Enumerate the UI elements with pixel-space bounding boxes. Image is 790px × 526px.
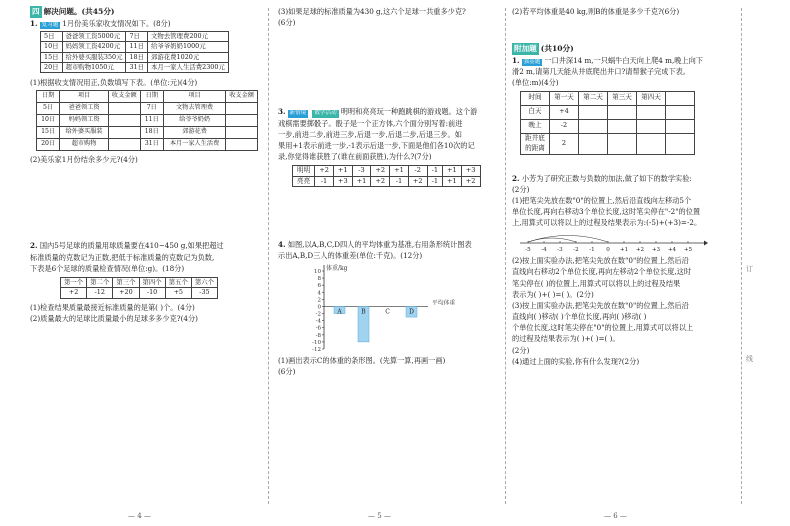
snail-row — [521, 133, 695, 154]
bonus-question-2-number: 2. — [512, 173, 520, 183]
bonus-question-2 — [512, 173, 734, 184]
y-tick-label: 0 — [317, 304, 321, 311]
game-row — [293, 176, 481, 187]
y-tick-label: -8 — [315, 332, 321, 339]
question-3-line-3: 一步,前进二步,前进三步,后退一步,后退二步,后退三步。如 — [278, 129, 462, 139]
question-2-part-2: (2)质量最大的足球比质量最小的足球多多少克?(4分) — [30, 313, 198, 323]
table-cell: 郊游花费 — [163, 127, 225, 139]
table-cell — [108, 127, 140, 139]
table-cell: 妈妈领工资 — [60, 115, 109, 127]
bonus-question-2-text: 小芳为了研究正数与负数的加法,做了如下的数学实验: — [521, 173, 692, 183]
column-divider-2 — [505, 8, 506, 504]
table-header: 收支金额 — [226, 91, 258, 103]
ledger-cell: 15日 — [41, 52, 63, 62]
table-header: 收支金额 — [108, 91, 140, 103]
ledger-cell: 5日 — [41, 32, 63, 42]
question-3-number: 3. — [278, 107, 286, 117]
mass-value: +20 — [113, 288, 139, 298]
p3-line-1: (3)按上面实验办法,把笔尖先放在数"0"的位置上,然后沿 — [512, 300, 689, 310]
snail-cell — [579, 133, 608, 154]
move-right-arc — [528, 238, 576, 242]
question-1 — [30, 18, 262, 29]
column-1 — [30, 6, 262, 324]
snail-cell — [666, 133, 695, 154]
question-2-line-1: 国内5号足球的质量用球质量要在410~450 g,如果把超过 — [39, 241, 224, 251]
ledger-table — [40, 31, 229, 73]
bonus-question-2-part-3 — [512, 300, 734, 345]
bonus-question-2-part-4: (4)通过上面的实验,你有什么发现?(2分) — [512, 356, 640, 366]
number-line-label: -5 — [525, 247, 531, 254]
mass-header: 第三个 — [113, 277, 139, 287]
number-line-label: +5 — [683, 247, 693, 254]
ledger-cell: 20日 — [41, 62, 63, 72]
table-cell: 7日 — [140, 103, 163, 115]
bonus-question-1-line-2: 滑2 m,请第几天能从井底爬出井口?请帮猴子完成下表。 — [512, 67, 690, 77]
y-tick-label: -2 — [315, 311, 321, 318]
p2-line-2: 直线向右移动2个单位长度,再向左移动2个单位长度,这时 — [512, 267, 692, 277]
step-value: +2 — [408, 176, 427, 187]
table-row — [37, 115, 258, 127]
table-cell: 31日 — [140, 139, 163, 151]
bonus-question-2-part-1 — [512, 195, 734, 228]
game-row — [293, 166, 481, 177]
binding-line — [741, 8, 742, 504]
ledger-cell: 11日 — [126, 42, 148, 52]
ledger-cell: 郊游花费1020元 — [148, 52, 229, 62]
snail-cell — [579, 105, 608, 119]
mass-value: -12 — [87, 288, 113, 298]
ledger-cell: 给爷爷奶奶1000元 — [148, 42, 229, 52]
number-line-label: -4 — [541, 247, 547, 254]
binding-mark-2: 线 — [746, 355, 753, 363]
ledger-cell: 文物去管理费200元 — [148, 32, 229, 42]
bonus-question-1 — [512, 55, 734, 89]
table-cell: 超市购物 — [60, 139, 109, 151]
table-cell — [226, 115, 258, 127]
section-header — [30, 6, 262, 18]
p1-line-1: (1)把笔尖先放在数"0"的位置上,然后沿直线向左移动5个 — [512, 195, 692, 205]
table-cell — [226, 139, 258, 151]
p2-line-1: (2)按上面实验办法,把笔尖先放在数"0"的位置上,然后沿 — [512, 256, 689, 266]
ledger-row — [41, 42, 229, 52]
snail-table — [520, 91, 695, 155]
step-value: +1 — [390, 166, 409, 177]
table-cell — [108, 139, 140, 151]
number-line-label: 0 — [606, 247, 610, 254]
table-header: 项目 — [60, 91, 109, 103]
mass-value: +2 — [61, 288, 87, 298]
page-number-6: — 6 — — [604, 512, 627, 521]
ledger-cell: 爸爸领工资5000元 — [62, 32, 126, 42]
mass-value: -10 — [139, 288, 165, 298]
question-3-line-1: 明明和亮亮玩一种跑跳棋的游戏题。这个游 — [340, 107, 478, 117]
bonus-section-label: 附加题 — [514, 44, 537, 54]
snail-cell — [637, 105, 666, 119]
y-tick-label: -4 — [315, 318, 321, 325]
snail-cell — [608, 119, 637, 133]
ledger-cell: 本月一家人生活费2300元 — [148, 62, 229, 72]
p3-line-4: 的过程及结果表示为( )+( )=( )。 — [512, 334, 620, 344]
question-2-part-1: (1)检查结果质量最接近标准质量的是第( )个。(4分) — [30, 302, 195, 312]
category-label-D: D — [409, 308, 414, 316]
step-value: +2 — [371, 176, 390, 187]
legend-label: 平均体重 — [432, 300, 456, 307]
question-2 — [30, 240, 262, 273]
section-title: 解决问题。(共45分) — [43, 7, 115, 16]
snail-cell — [608, 133, 637, 154]
number-line-label: -3 — [557, 247, 563, 254]
ledger-cell: 超市购物1050元 — [62, 62, 126, 72]
table-row — [37, 103, 258, 115]
weight-bar-chart — [284, 263, 474, 355]
table-cell — [226, 127, 258, 139]
question-1-text: 1月份美乐家收支情况如下。(8分) — [62, 18, 171, 28]
snail-row — [521, 119, 695, 133]
question-1-number: 1. — [30, 18, 38, 28]
y-tick-label: 2 — [317, 296, 321, 303]
snail-cell: 距井底 的距离 — [521, 133, 550, 154]
category-label-A: A — [337, 308, 342, 316]
table-row — [37, 139, 258, 151]
table-cell: 文物去管理费 — [163, 103, 225, 115]
y-tick-label: -12 — [312, 346, 321, 353]
snail-row — [521, 105, 695, 119]
snail-cell — [608, 105, 637, 119]
player-name: 亮亮 — [293, 176, 315, 187]
question-1-tag: 复习题 — [41, 21, 59, 28]
table-cell — [108, 115, 140, 127]
question-4-part-2: (2)若平均体重是40 kg,则B的体重是多少千克?(6分) — [512, 7, 680, 16]
snail-header: 第一天 — [550, 91, 579, 105]
category-label-B: B — [361, 308, 366, 316]
table-cell: 20日 — [37, 139, 60, 151]
mass-value: +5 — [165, 288, 191, 298]
ledger-row — [41, 32, 229, 42]
table-cell — [108, 103, 140, 115]
number-line — [518, 229, 708, 255]
question-4-part-1: (1)画出表示C的体重的条形图。(先算一算,再画一画) — [278, 355, 446, 365]
question-1-part-2: (2)美乐家1月份结余多少元?(4分) — [30, 155, 138, 165]
step-value: +1 — [443, 176, 462, 187]
y-tick-label: 8 — [317, 275, 321, 282]
table-cell: 给爷爷奶奶 — [163, 115, 225, 127]
number-line-label: +1 — [619, 247, 629, 254]
step-value: -1 — [427, 166, 442, 177]
p2-line-3: 笔尖停在( )的位置上,用算式可以将以上的过程及结果 — [512, 278, 681, 288]
snail-cell — [579, 119, 608, 133]
step-value: -1 — [390, 176, 409, 187]
question-2-line-2: 标准质量的克数记为正数,把低于标准质量的克数记为负数, — [30, 252, 215, 262]
bonus-question-2-part-3-score: (2分) — [512, 345, 530, 355]
table-header: 日期 — [140, 91, 163, 103]
mass-header: 第五个 — [165, 277, 191, 287]
snail-cell — [666, 119, 695, 133]
number-line-arrow — [704, 241, 708, 246]
p2-line-4: 表示为( )+( )=( )。(2分) — [512, 289, 594, 299]
ledger-cell: 妈妈领工资4200元 — [62, 42, 126, 52]
snail-header: 第三天 — [608, 91, 637, 105]
table-cell: 本月一家人生活费 — [163, 139, 225, 151]
table-cell: 爸爸领工资 — [60, 103, 109, 115]
ledger-cell: 18日 — [126, 52, 148, 62]
snail-cell: 白天 — [521, 105, 550, 119]
snail-header — [666, 91, 695, 105]
y-tick-label: 4 — [317, 289, 321, 296]
snail-cell: +4 — [550, 105, 579, 119]
bonus-section-title: (共10分) — [540, 44, 574, 54]
mass-value: -35 — [191, 288, 217, 298]
question-3-line-2: 戏棋需要掷骰子。骰子是一个正方体,六个面分别写着:前进 — [278, 118, 463, 128]
step-value: -1 — [315, 176, 334, 187]
ledger-row — [41, 52, 229, 62]
question-2-number: 2. — [30, 241, 38, 251]
y-axis-label: 体重/kg — [326, 264, 348, 272]
snail-header: 第二天 — [579, 91, 608, 105]
number-line-label: -1 — [589, 247, 595, 254]
step-value: +3 — [461, 166, 480, 177]
table-header: 日期 — [37, 91, 60, 103]
mass-header: 第四个 — [139, 277, 165, 287]
y-tick-label: -6 — [315, 325, 321, 332]
question-4 — [278, 239, 500, 261]
step-value: +2 — [461, 176, 480, 187]
table-cell: 18日 — [140, 127, 163, 139]
snail-cell — [637, 119, 666, 133]
step-value: +1 — [352, 176, 371, 187]
step-value: -1 — [427, 176, 442, 187]
question-1-part-1: (1)根据收支情况用正,负数填写下表。(单位:元)(4分) — [30, 78, 198, 88]
step-value: -3 — [352, 166, 371, 177]
step-value: +2 — [371, 166, 390, 177]
snail-cell: 晚上 — [521, 119, 550, 133]
table-cell: 11日 — [140, 115, 163, 127]
ledger-cell: 给外婆买服装350元 — [62, 52, 126, 62]
snail-cell: 2 — [550, 133, 579, 154]
step-value: +3 — [333, 176, 352, 187]
ledger-cell: 10日 — [41, 42, 63, 52]
question-2-part-3-score: (6分) — [278, 18, 296, 28]
player-name: 明明 — [293, 166, 315, 177]
mass-header: 第二个 — [87, 277, 113, 287]
snail-cell: -2 — [550, 119, 579, 133]
column-3 — [512, 6, 734, 367]
column-2 — [278, 6, 500, 377]
table-header: 项目 — [163, 91, 225, 103]
p3-line-3: 个单位长度,这时笔尖停在"0"的位置上,用算式可以将以上 — [512, 323, 694, 333]
bonus-question-1-line-1: 一口井深14 m,一只蜗牛白天向上爬4 m,晚上向下 — [544, 55, 703, 65]
table-cell — [226, 103, 258, 115]
page-number-4: — 4 — — [128, 512, 151, 521]
football-mass-table — [60, 277, 218, 299]
table-row — [37, 127, 258, 139]
category-label-C: C — [385, 308, 390, 316]
step-value: +1 — [443, 166, 462, 177]
bonus-question-2-score: (2分) — [512, 184, 530, 194]
snail-header: 时间 — [521, 91, 550, 105]
table-cell: 5日 — [37, 103, 60, 115]
question-2-line-3: 下表是6个足球的质量检查情况(单位:g)。(18分) — [30, 263, 185, 273]
ledger-row — [41, 62, 229, 72]
table-cell: 10日 — [37, 115, 60, 127]
question-4-number: 4. — [278, 240, 286, 250]
step-value: +1 — [333, 166, 352, 177]
table-cell: 15日 — [37, 127, 60, 139]
y-tick-label: 10 — [314, 268, 321, 275]
question-3-tag: 新情境 — [289, 110, 307, 117]
section-number: 四 — [32, 7, 40, 16]
p1-line-3: 上,用算式可以将以上的过程及结果表示为:(-5)+(+3)=-2。 — [512, 218, 702, 228]
mass-header: 第六个 — [191, 277, 217, 287]
question-3 — [278, 106, 500, 162]
snail-cell — [666, 105, 695, 119]
ledger-cell: 31日 — [126, 62, 148, 72]
snail-cell — [637, 133, 666, 154]
number-line-label: -2 — [573, 247, 579, 254]
income-expense-table — [36, 90, 258, 151]
mass-header: 第一个 — [61, 277, 87, 287]
question-4-part-1-score: (6分) — [278, 366, 296, 376]
page-number-5: — 5 — — [368, 512, 391, 521]
question-3-line-5: 录,你觉得谁获胜了(谁在前面获胜),为什么?(7分) — [278, 152, 432, 162]
game-record-table — [292, 165, 481, 187]
question-2-part-3: (3)如果足球的标准质量为430 g,这六个足球一共重多少克? — [278, 7, 466, 16]
p1-line-2: 单位长度,再向右移动3个单位长度,这时笔尖停在"-2"的位置 — [512, 206, 701, 216]
y-tick-label: -10 — [312, 339, 321, 346]
bonus-question-1-line-3: (单位:m)(4分) — [512, 78, 559, 88]
bonus-question-1-tag: 强基题 — [523, 58, 541, 65]
number-line-label: +3 — [651, 247, 661, 254]
question-3-line-4: 果用+1表示前进一步,-1表示后退一步,下面是他们各10次的记 — [278, 140, 475, 150]
y-tick-label: 6 — [317, 282, 321, 289]
ledger-cell: 7日 — [126, 32, 148, 42]
number-line-label: +2 — [635, 247, 645, 254]
snail-header: 第四天 — [637, 91, 666, 105]
bonus-question-2-part-2 — [512, 255, 734, 300]
question-4-line-2: 示出A,B,D三人的体重差(单位:千克)。(12分) — [278, 251, 423, 261]
table-cell: 给外婆买服装 — [60, 127, 109, 139]
column-divider-1 — [268, 8, 269, 504]
number-line-label: +4 — [667, 247, 677, 254]
bonus-question-1-number: 1. — [512, 55, 520, 65]
binding-mark-1: 订 — [746, 265, 753, 273]
step-value: -2 — [408, 166, 427, 177]
step-value: +2 — [315, 166, 334, 177]
p3-line-2: 直线向( )移动( )个单位长度,再向( )移动( ) — [512, 312, 647, 322]
question-3-tag-2: 数学活动 — [314, 110, 337, 117]
bonus-section-header — [512, 43, 734, 55]
question-4-line-1: 如图,以A,B,C,D四人的平均体重为基准,右用条形统计图表 — [287, 240, 472, 250]
